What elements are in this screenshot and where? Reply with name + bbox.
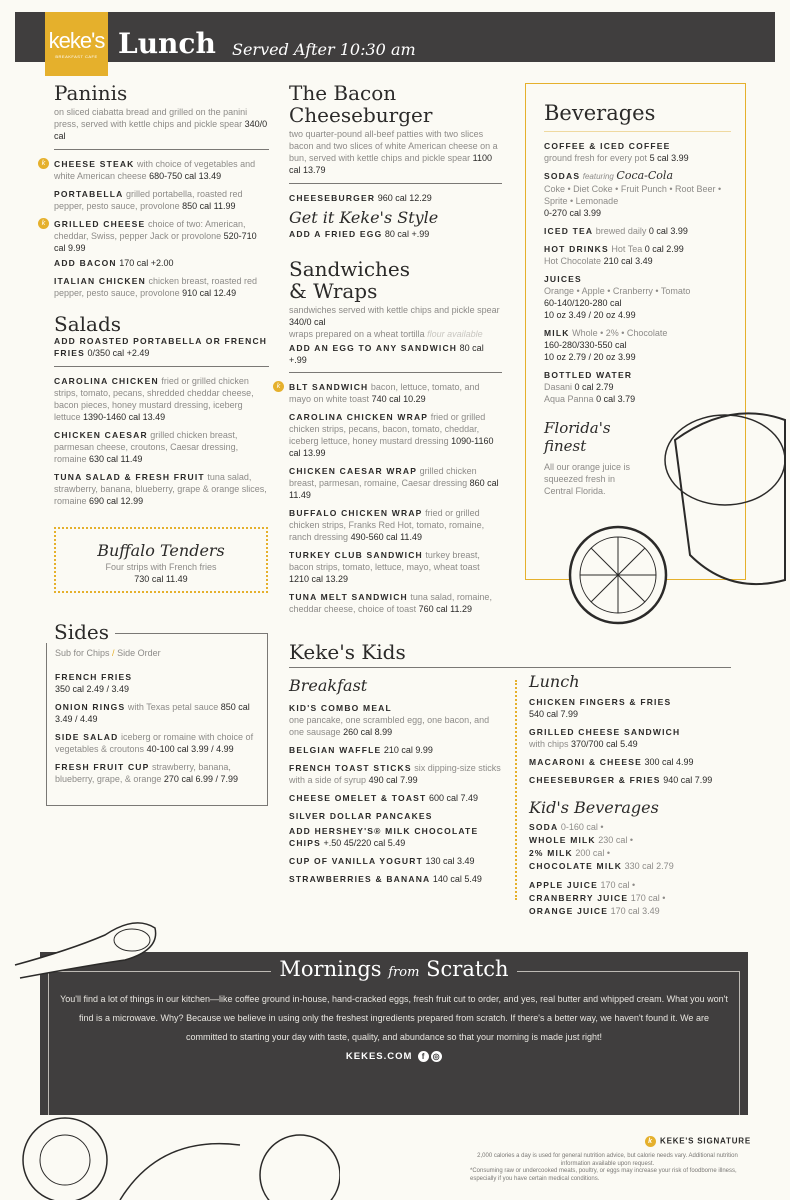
drink-name: SODA (529, 822, 559, 832)
drink-name: APPLE JUICE (529, 880, 598, 890)
item-name: FRENCH FRIES (55, 672, 133, 682)
menu-item (55, 731, 259, 755)
item-price: 540 cal 7.99 (529, 709, 579, 719)
nutrition-notes: 2,000 calories a day is used for general nutrition advice, but calorie needs vary. Additional nutrition information available upon request. *Consuming raw or undercooked meats, poultry, or eggs may increase your risk of foodborne illness, especially if you have certain medical conditions. (470, 1153, 738, 1182)
item-price: 0-270 cal 3.99 (544, 208, 602, 218)
fried-egg-addon: ADD A FRIED EGG 80 cal +.99 (289, 229, 430, 239)
page-title: Lunch (118, 27, 216, 60)
item-description: fried or grilled chicken strips, pecans, bacon, tomato, cheddar, iceberg lettuce, honey mustard dressing (289, 412, 486, 446)
menu-item (289, 810, 502, 849)
drink-item (529, 835, 633, 845)
item-name: MILK (544, 328, 570, 338)
menu-item (289, 591, 502, 615)
item-description: fried or grilled chicken strips, tomato, pecans, shredded cheddar cheese, bacon pieces, honey mustard dressing, iceberg lettuce (54, 376, 254, 422)
item-price: 370/700 cal 5.49 (571, 739, 638, 749)
kids-lunch-title: Lunch (529, 672, 580, 691)
item-price: 260 cal 8.99 (343, 727, 393, 737)
menu-item (289, 873, 502, 885)
menu-item (54, 275, 269, 299)
item-price: 960 cal 12.29 (377, 193, 432, 203)
item-price: 0 cal 3.79 (596, 394, 636, 404)
section-title-salads: Salads (54, 312, 122, 336)
menu-item (544, 225, 731, 237)
menu-item (289, 192, 502, 204)
salads-list (54, 375, 269, 507)
buffalo-tenders-box (54, 527, 268, 593)
menu-item (289, 744, 502, 756)
item-price: 160-280/330-550 cal (544, 340, 627, 350)
item-description: tuna salad, strawberry, banana, blueberry, grape & orange slices, romaine (54, 472, 267, 506)
drink-name: CRANBERRY JUICE (529, 893, 629, 903)
egg-addon: ADD AN EGG TO ANY SANDWICH 80 cal +.99 (289, 343, 484, 365)
item-name: BLT SANDWICH (289, 382, 369, 392)
tenders-desc: Four strips with French fries (105, 562, 217, 572)
item-description: fried or grilled chicken strips, Franks Red Hot, tomato, romaine, ranch dressing (289, 508, 485, 542)
item-price: 300 cal 4.99 (644, 757, 694, 767)
tenders-price: 730 cal 11.49 (134, 574, 188, 584)
item-name: CHEESE STEAK (54, 159, 135, 169)
menu-item (289, 465, 502, 501)
item-name: SIDE SALAD (55, 732, 119, 742)
item-description: strawberry, banana, blueberry, grape, & orange (55, 762, 231, 784)
kids-lunch (529, 672, 739, 924)
item-price: 600 cal 7.49 (428, 793, 479, 803)
item-price: 140 cal 5.49 (432, 874, 482, 884)
menu-item (289, 762, 502, 786)
item-price: 270 cal 6.99 / 7.99 (163, 774, 238, 784)
menu-item (41, 158, 269, 182)
kitchen-tools-illustration (10, 1115, 340, 1200)
item-name: GRILLED CHEESE (54, 219, 146, 229)
item-price: 1390-1460 cal 13.49 (83, 412, 166, 422)
item-name: FRENCH TOAST STICKS (289, 763, 412, 773)
dotted-divider (515, 680, 517, 900)
salads-addon: ADD ROASTED PORTABELLA OR FRENCH FRIES 0/350 cal +2.49 (54, 336, 268, 358)
tenders-title: Buffalo Tenders (97, 541, 225, 560)
paninis-intro: on sliced ciabatta bread and grilled on the panini press, served with kettle chips and pickle spear 340/0 cal (54, 107, 268, 141)
addon-name: ADD BACON (54, 258, 117, 268)
kids-header (289, 641, 731, 668)
section-title-kids: Keke's Kids (289, 640, 406, 664)
menu-item (529, 774, 739, 786)
orange-juice-illustration (560, 380, 790, 640)
signature-legend: k KEKE'S SIGNATURE (645, 1136, 751, 1147)
drink-name: ORANGE JUICE (529, 906, 609, 916)
item-description: brewed daily (595, 226, 647, 236)
item-description: with Texas petal sauce (127, 702, 219, 712)
menu-item (289, 549, 502, 585)
menu-item (289, 702, 502, 738)
item-description: Whole • 2% • Chocolate (572, 328, 668, 338)
item-name: SILVER DOLLAR PANCAKES (289, 811, 433, 821)
item-price: 0 cal 2.99 (644, 244, 684, 254)
item-description: Hot Chocolate (544, 256, 602, 266)
burger-intro: two quarter-pound all-beef patties with two slices bacon and two slices of white American cheese on a bun, served with kettle chips and pickle spear 1100 cal 13.79 (289, 129, 498, 175)
menu-item (544, 273, 731, 321)
sides-subtitle: Sub for Chips / Side Order (55, 648, 161, 658)
drink-price: 170 cal • (630, 893, 666, 903)
item-name: SODAS (544, 171, 581, 181)
menu-item (544, 170, 731, 219)
menu-item (54, 471, 269, 507)
section-title-burger: The Bacon Cheeseburger (289, 81, 433, 127)
banner-title: Mornings from Scratch (40, 956, 748, 986)
menu-item (289, 411, 502, 459)
item-description: with choice of vegetables and white American cheese (54, 159, 256, 181)
featuring-label: featuring (582, 172, 614, 181)
item-price: 910 cal 12.49 (182, 288, 237, 298)
menu-item (55, 761, 259, 785)
item-price: 210 cal 9.99 (383, 745, 433, 755)
drink-price: 200 cal • (575, 848, 611, 858)
kids-drinks-2 (529, 879, 739, 918)
kekes-signature-icon: k (38, 218, 49, 229)
item-name: MACARONI & CHEESE (529, 757, 642, 767)
item-price: 130 cal 3.49 (425, 856, 475, 866)
item-description: Aqua Panna (544, 394, 594, 404)
item-name: TUNA SALAD & FRESH FRUIT (54, 472, 205, 482)
drink-price: 330 cal 2.79 (624, 861, 674, 871)
menu-item (544, 140, 731, 164)
drink-item (529, 906, 660, 916)
item-name: GRILLED CHEESE SANDWICH (529, 727, 681, 737)
menu-item (55, 701, 259, 725)
item-description: six dipping-size sticks with a side of syrup (289, 763, 501, 785)
menu-item (54, 375, 269, 423)
item-description: one pancake, one scrambled egg, one bacon, and one sausage (289, 715, 490, 737)
menu-item (276, 381, 502, 405)
banner-content (60, 990, 728, 1063)
kids-lunch-list (529, 696, 739, 786)
kids-breakfast-list (289, 702, 502, 885)
item-price: 5 cal 3.99 (649, 153, 689, 163)
item-description: with chips (529, 739, 569, 749)
item-description: ground fresh for every pot (544, 153, 648, 163)
item-price: 1210 cal 13.29 (289, 574, 349, 584)
drink-price: 230 cal • (598, 835, 633, 845)
item-description: tuna salad, romaine, cheddar cheese, choice of toast (289, 592, 492, 614)
instagram-icon[interactable]: ◎ (432, 1051, 441, 1061)
drink-price: 0-160 cal • (560, 822, 604, 832)
sandwiches-list (276, 381, 502, 615)
item-price: 630 cal 11.49 (89, 454, 143, 464)
item-name: CHEESEBURGER & FRIES (529, 775, 661, 785)
item-name: CHEESE OMELET & TOAST (289, 793, 427, 803)
divider (289, 183, 502, 184)
menu-item (55, 671, 259, 695)
section-title-beverages: Beverages (544, 101, 656, 125)
menu-item (289, 507, 502, 543)
kekes-style-title: Get it Keke's Style (289, 208, 439, 227)
sandwiches-intro: sandwiches served with kettle chips and pickle spear 340/0 cal wraps prepared on a wheat tortilla flour available (289, 305, 500, 339)
menu-item (529, 696, 739, 720)
item-name: COFFEE & ICED COFFEE (544, 141, 671, 151)
menu-item (544, 243, 731, 267)
paninis-list (41, 158, 269, 299)
item-description: chicken breast, roasted red pepper, pesto sauce, provolone (54, 276, 258, 298)
item-sizes: 10 oz 3.49 / 20 oz 4.99 (544, 310, 636, 320)
item-description: Hot Tea (611, 244, 643, 254)
item-description: Coke • Diet Coke • Fruit Punch • Root Beer • Sprite • Lemonade (544, 184, 722, 206)
menu-item (544, 327, 731, 363)
kekes-signature-icon: k (38, 158, 49, 169)
drink-name: WHOLE MILK (529, 835, 596, 845)
menu-item (289, 855, 502, 867)
beverages-list (544, 140, 731, 405)
item-name: CAROLINA CHICKEN (54, 376, 159, 386)
drink-item (529, 880, 635, 890)
page-subtitle: Served After 10:30 am (232, 40, 416, 59)
item-description: iceberg or romaine with choice of vegetables & croutons (55, 732, 254, 754)
addon-price: +.50 45/220 cal 5.49 (323, 838, 406, 848)
florida-text: All our orange juice is squeezed fresh in Central Florida. (544, 462, 631, 496)
banner-text: You'll find a lot of things in our kitchen—like coffee ground in-house, hand-cracked eggs, fresh fruit cut to order, and yes, real butter and whipped cream. What you won't find is a microwave. Why? Because we believe in using only the freshest ingredients prepared from scratch. If there's a better way, we haven't found it. We are committed to starting your day with taste, quality, and abundance so that your morning is made just right! (60, 994, 728, 1042)
drink-item (529, 893, 665, 903)
item-price: 680-750 cal 13.49 (149, 171, 222, 181)
item-sizes: 10 oz 2.79 / 20 oz 3.99 (544, 352, 636, 362)
drink-item (529, 848, 610, 858)
menu-item (529, 756, 739, 768)
item-name: KID'S COMBO MEAL (289, 703, 392, 713)
item-price: 210 cal 3.49 (603, 256, 653, 266)
kekes-signature-icon: k (645, 1136, 656, 1147)
spoon-illustration (10, 910, 160, 980)
drink-name: CHOCOLATE MILK (529, 861, 623, 871)
item-price: 1090-1160 cal 13.99 (289, 436, 494, 458)
item-price: 850 cal 11.99 (182, 201, 236, 211)
item-name: BUFFALO CHICKEN WRAP (289, 508, 423, 518)
addon-price: 170 cal +2.00 (119, 258, 174, 268)
item-name: ICED TEA (544, 226, 594, 236)
item-price: 520-710 cal 9.99 (54, 231, 257, 253)
menu-item (54, 429, 269, 465)
kids-breakfast-title: Breakfast (289, 676, 368, 695)
item-addon (54, 257, 269, 269)
item-price: 490-560 cal 11.49 (350, 532, 422, 542)
drink-price: 170 cal 3.49 (610, 906, 660, 916)
item-price: 350 cal 2.49 / 3.49 (55, 684, 130, 694)
menu-item (54, 188, 269, 212)
drink-item (529, 861, 674, 871)
item-price: 760 cal 11.29 (418, 604, 472, 614)
item-name: TUNA MELT SANDWICH (289, 592, 408, 602)
item-name: BOTTLED WATER (544, 370, 633, 380)
item-price: 860 cal 11.49 (289, 478, 499, 500)
item-name: CHICKEN FINGERS & FRIES (529, 697, 672, 707)
item-name: JUICES (544, 274, 582, 284)
kekes-signature-icon: k (273, 381, 284, 392)
item-addon (289, 825, 502, 849)
facebook-icon[interactable]: f (418, 1051, 429, 1062)
divider (289, 667, 731, 668)
item-price: 40-100 cal 3.99 / 4.99 (146, 744, 234, 754)
kekes-logo: keke's BREAKFAST CAFE (45, 12, 108, 76)
item-description: grilled chicken breast, parmesan, romaine, Caesar dressing (289, 466, 477, 488)
drink-name: 2% MILK (529, 848, 573, 858)
item-description: grilled chicken breast, parmesan cheese, croutons, Caesar dressing, romaine (54, 430, 239, 464)
item-name: CHICKEN CAESAR (54, 430, 148, 440)
item-name: CHEESEBURGER (289, 193, 376, 203)
item-description: bacon, lettuce, tomato, and mayo on white toast (289, 382, 480, 404)
addon-name: ADD HERSHEY'S® MILK CHOCOLATE CHIPS (289, 826, 479, 848)
item-price: 940 cal 7.99 (663, 775, 713, 785)
sides-list (55, 671, 259, 785)
burger-list (289, 192, 502, 204)
item-description: Orange • Apple • Cranberry • Tomato (544, 286, 691, 296)
item-name: CUP OF VANILLA YOGURT (289, 856, 423, 866)
website-link[interactable]: KEKES.COM f ◎ (345, 1051, 441, 1062)
divider (289, 372, 502, 373)
item-name: STRAWBERRIES & BANANA (289, 874, 431, 884)
item-price: 740 cal 10.29 (371, 394, 426, 404)
menu-item (41, 218, 269, 269)
section-title-sides: Sides (46, 621, 115, 643)
item-description: choice of two: American, cheddar, Swiss, pepper Jack or provolone (54, 219, 246, 241)
item-name: CHICKEN CAESAR WRAP (289, 466, 418, 476)
divider (544, 131, 731, 132)
coca-cola-logo: Coca-Cola (616, 169, 673, 182)
item-name: BELGIAN WAFFLE (289, 745, 382, 755)
item-name: CAROLINA CHICKEN WRAP (289, 412, 429, 422)
item-description: Dasani (544, 382, 573, 392)
kids-breakfast (289, 676, 502, 885)
menu-item (529, 726, 739, 750)
kids-drinks-1 (529, 821, 739, 873)
drink-item (529, 822, 604, 832)
divider (54, 149, 269, 150)
kids-beverages-title: Kid's Beverages (529, 798, 659, 817)
florida-title: Florida's finest (544, 419, 611, 455)
item-price: 60-140/120-280 cal (544, 298, 622, 308)
divider (54, 366, 269, 367)
section-title-sandwiches: Sandwiches & Wraps (289, 257, 411, 303)
sides-header (46, 621, 268, 643)
item-description: turkey breast, bacon strips, tomato, lettuce, mayo, wheat toast (289, 550, 480, 572)
item-name: TURKEY CLUB SANDWICH (289, 550, 423, 560)
item-price: 690 cal 12.99 (89, 496, 144, 506)
item-name: HOT DRINKS (544, 244, 609, 254)
column-left (41, 81, 269, 806)
drink-price: 170 cal • (600, 880, 636, 890)
column-middle (276, 81, 502, 891)
item-price: 0 cal 3.99 (648, 226, 688, 236)
sides-box (46, 633, 268, 806)
sides-section (46, 621, 268, 806)
item-name: ONION RINGS (55, 702, 126, 712)
item-description: grilled portabella, roasted red pepper, pesto sauce, provolone (54, 189, 243, 211)
menu-item (289, 792, 502, 804)
section-title-paninis: Paninis (54, 81, 128, 105)
item-name: PORTABELLA (54, 189, 124, 199)
item-price: 490 cal 7.99 (368, 775, 418, 785)
item-price: 850 cal 3.49 / 4.49 (55, 702, 250, 724)
item-name: FRESH FRUIT CUP (55, 762, 150, 772)
item-name: ITALIAN CHICKEN (54, 276, 146, 286)
item-price: 0 cal 2.79 (574, 382, 614, 392)
